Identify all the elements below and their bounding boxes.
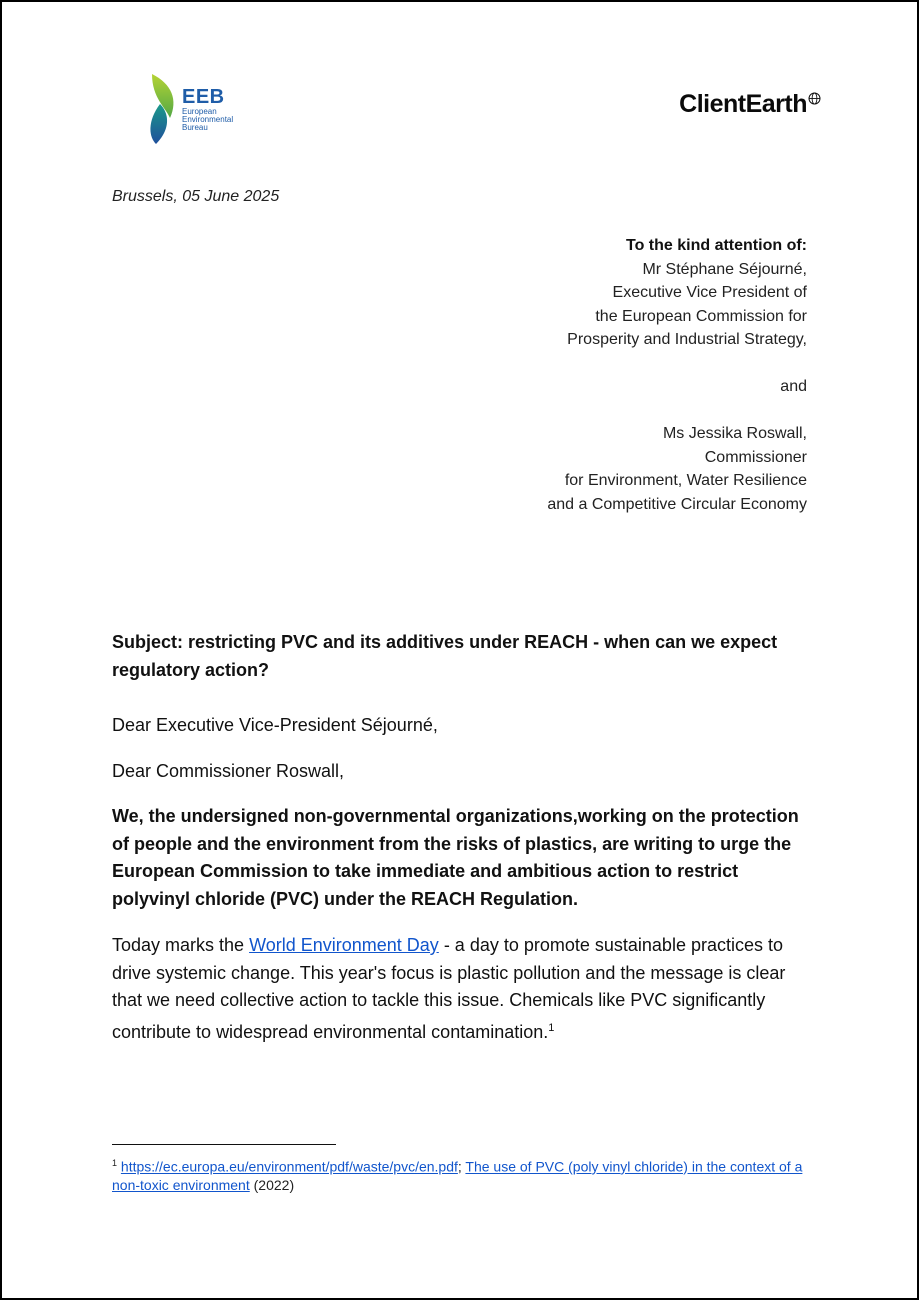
globe-icon [808, 92, 821, 105]
salutation-1: Dear Executive Vice-President Séjourné, [112, 715, 438, 735]
intro-paragraph: We, the undersigned non-governmental organizations,working on the protection of people and the environment from the risks of plastics, are writing to urge the European Commission to take immediate and ambitious action to restrict polyvinyl chloride (PVC) under the REACH Regulation. [112, 806, 799, 909]
letter-date: Brussels, 05 June 2025 [112, 188, 280, 205]
recipient-line: Prosperity and Industrial Strategy, [567, 331, 807, 348]
eeb-abbr: EEB [182, 86, 225, 108]
footnote-ref[interactable]: 1 [548, 1021, 555, 1034]
footnote-link-ec-pdf[interactable]: https://ec.europa.eu/environment/pdf/waste/pvc/en.pdf [120, 1158, 458, 1175]
clientearth-wordmark: ClientEarth [679, 90, 807, 118]
recipient-line: Ms Jessika Roswall, [662, 425, 807, 442]
world-environment-day-link[interactable]: World Environment Day [249, 935, 439, 955]
recipient-line: Commissioner [704, 448, 807, 466]
footnote-link-pvc-report[interactable]: The use of PVC (poly vinyl chloride) in the context of a non-toxic environment [112, 1158, 803, 1193]
recipient-line: the European Commission for [595, 307, 807, 325]
recipient-block [387, 234, 807, 516]
recipient-line: and a Competitive Circular Economy [547, 495, 807, 513]
eeb-full-name: European Environmental Bureau [182, 107, 234, 132]
recipient-line: Executive Vice President of [612, 284, 807, 301]
body-paragraph: Today marks the World Environment Day - a day to promote sustainable practices to drive systemic change. This year's focus is plastic pollution and the message is clear that we need collective action to tackle this issue. Chemicals like PVC significantly contribute to widespread environmental contamination.$^1$ [112, 935, 786, 1042]
eeb-leaf-icon [148, 74, 178, 146]
salutation-2: Dear Commissioner Roswall, [112, 761, 345, 781]
recipient-conjunction: and [780, 378, 807, 395]
eeb-logo [148, 74, 248, 146]
clientearth-logo [679, 90, 807, 119]
recipient-line: for Environment, Water Resilience [564, 472, 807, 489]
footnote-number: 1 [112, 1158, 118, 1168]
recipient-heading: To the kind attention of: [625, 237, 807, 254]
letter-subject: Subject: restricting PVC and its additives under REACH - when can we expect regulatory action? [112, 632, 778, 680]
recipient-line: Mr Stéphane Séjourné, [642, 260, 807, 278]
footnote: $^1$ https://ec.europa.eu/environment/pdf/waste/pvc/en.pdf; The use of PVC (poly vinyl chloride) in the context of a non-toxic environment (2022) [112, 1158, 803, 1193]
footnote-divider [112, 1144, 336, 1145]
